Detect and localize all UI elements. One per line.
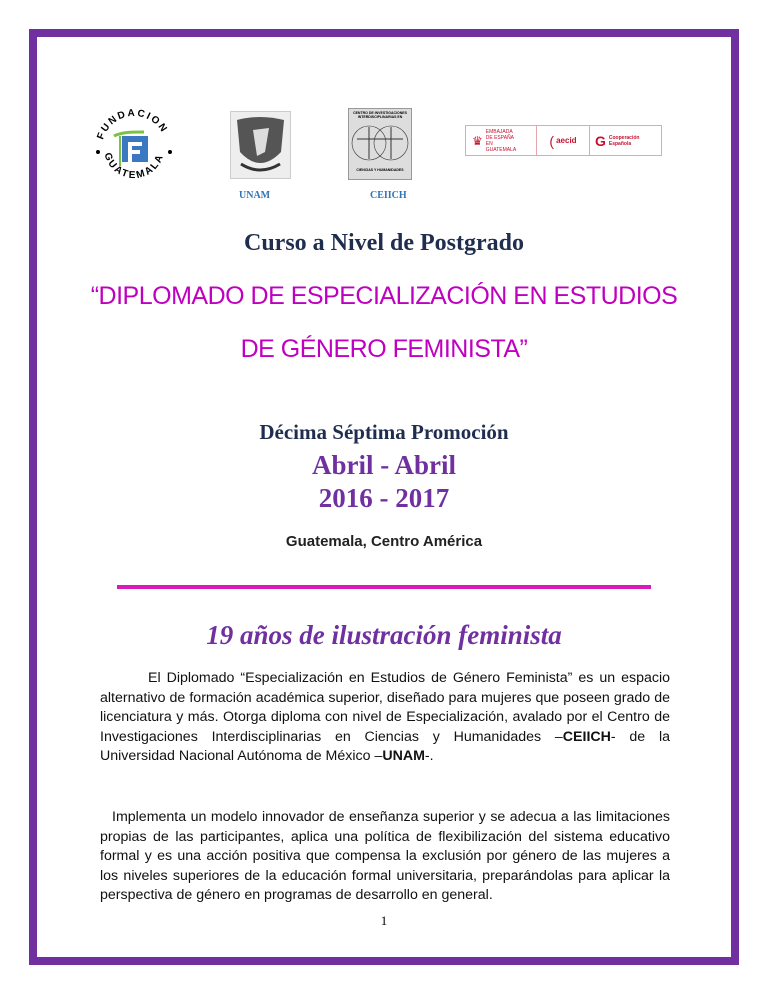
unam-logo (230, 111, 291, 179)
svg-text:GUATEMALA: GUATEMALA (101, 151, 167, 182)
diplomado-title-line1: “DIPLOMADO DE ESPECIALIZACIÓN EN ESTUDIOS (90, 282, 678, 310)
years-range: 2016 - 2017 (318, 483, 450, 513)
subtitle: 19 años de ilustración feminista (206, 620, 562, 650)
location: Guatemala, Centro América (285, 533, 483, 550)
page-number: 1 (380, 913, 388, 928)
fundacion-guatemala-logo (92, 104, 176, 188)
paragraph-intro: El Diplomado “Especialización en Estudios de Género Feminista” es un espacio alternativo de formación académica superior, diseñado para mujeres que poseen grado de licenciatura y más. Otorga diploma con nivel de Especialización, avalado por el Centro de Investigaciones Interdisciplinarias en Ciencias y Humanidades –CEIICH- de la Universidad Nacional Autónoma de México –UNAM-. (100, 670, 670, 764)
svg-text:FUNDACION: FUNDACION (95, 107, 170, 142)
promotion-label: Décima Séptima Promoción (259, 420, 509, 444)
ceiich-label: CEIICH (370, 190, 407, 201)
course-title: Curso a Nivel de Postgrado (244, 230, 524, 256)
ceiich-logo: CENTRO DE INVESTIGACIONES INTERDISCIPLINARIAS EN CIENCIAS Y HUMANIDADES (348, 108, 412, 180)
divider-rule (117, 585, 651, 589)
spain-cooperation-logo: ♛ EMBAJADA DE ESPAÑA EN GUATEMALA ( aecid G Cooperación Española (465, 125, 662, 156)
unam-label: UNAM (239, 190, 271, 201)
diplomado-title-line2: DE GÉNERO FEMINISTA” (240, 335, 528, 363)
months-range: Abril - Abril (311, 450, 456, 480)
paragraph-model: Implementa un modelo innovador de enseñanza superior y se adecua a las limitaciones propias de las participantes, aplica una política de flexibilización del sistema educativo formal y es una acción positiva que compensa la exclusión por género de las mujeres a los niveles superiores de la educación formal universitaria, preparándolas para aplicar la perspectiva de género en programas de desarrollo en general. (100, 809, 670, 903)
